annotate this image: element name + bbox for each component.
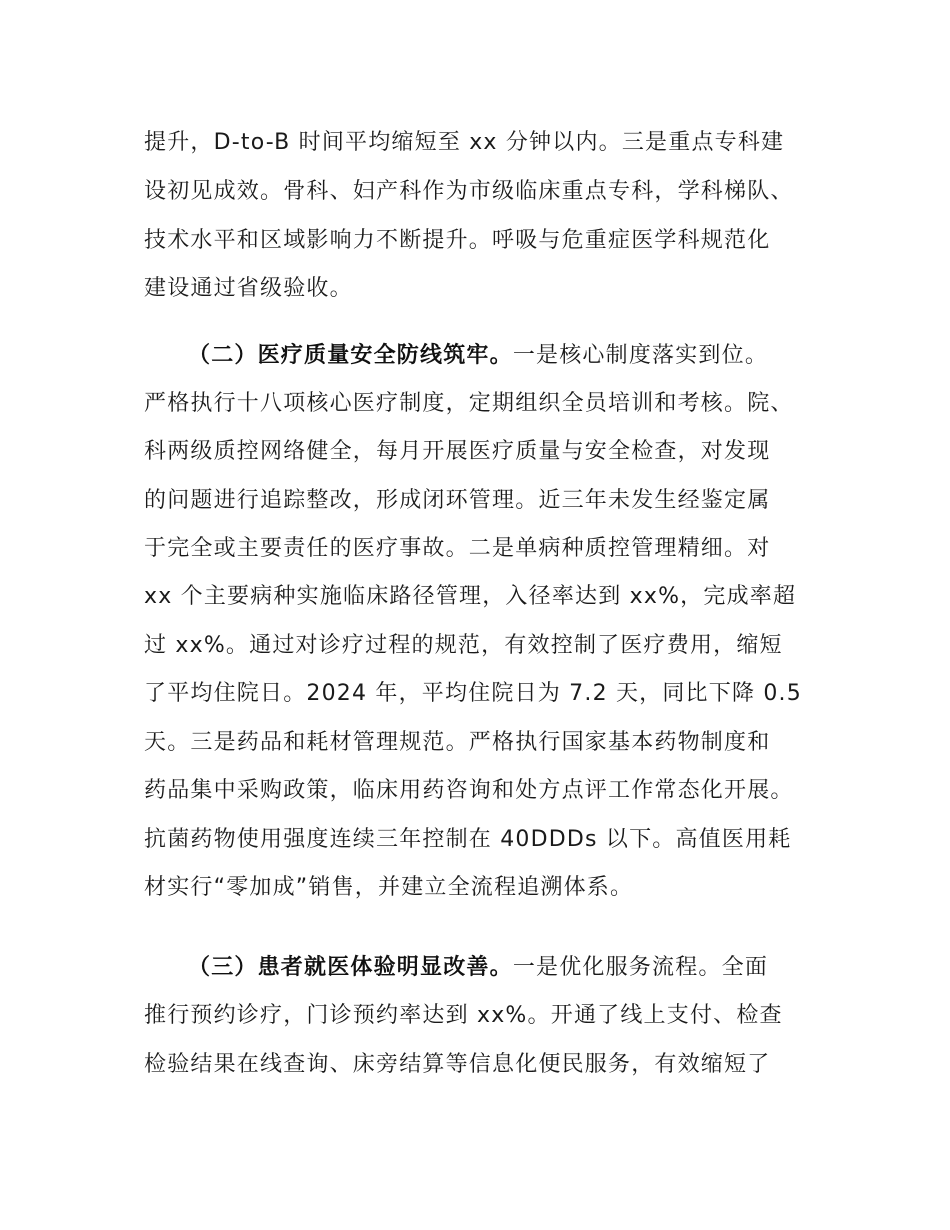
paragraph-2-line-4: 的问题进行追踪整改，形成闭环管理。近三年未发生经鉴定属 — [144, 488, 771, 513]
paragraph-3-first-line — [188, 953, 768, 983]
paragraph-2-line-10: 药品集中采购政策，临床用药咨询和处方点评工作常态化开展。 — [144, 778, 794, 803]
paragraph-3-line-3: 检验结果在线查询、床旁结算等信息化便民服务，有效缩短了 — [144, 1052, 771, 1077]
paragraph-3-line-2: 推行预约诊疗，门诊预约率达到 xx%。开通了线上支付、检查 — [144, 1003, 783, 1028]
paragraph-1-line-4: 建设通过省级验收。 — [144, 276, 353, 301]
paragraph-3-first-line-text: 一是优化服务流程。全面 — [512, 955, 769, 980]
paragraph-2-line-2: 严格执行十八项核心医疗制度，定期组织全员培训和考核。院、 — [144, 391, 794, 416]
paragraph-2-first-line-text: 一是核心制度落实到位。 — [512, 343, 769, 368]
paragraph-2-line-5: 于完全或主要责任的医疗事故。二是单病种质控管理精细。对 — [144, 536, 771, 561]
paragraph-2-line-7: 过 xx%。通过对诊疗过程的规范，有效控制了医疗费用，缩短 — [144, 633, 783, 658]
paragraph-2-line-6: xx 个主要病种实施临床路径管理，入径率达到 xx%，完成率超 — [144, 584, 797, 609]
paragraph-2-line-8: 了平均住院日。2024 年，平均住院日为 7.2 天，同比下降 0.5 — [144, 681, 802, 706]
paragraph-2-line-3: 科两级质控网络健全，每月开展医疗质量与安全检查，对发现 — [144, 439, 771, 464]
paragraph-2-line-9: 天。三是药品和耗材管理规范。严格执行国家基本药物制度和 — [144, 730, 771, 755]
section-heading-2: （二）医疗质量安全防线筑牢。 — [188, 343, 513, 368]
paragraph-2-line-12: 材实行“零加成”销售，并建立全流程追溯体系。 — [144, 875, 634, 900]
paragraph-2-first-line — [188, 341, 768, 371]
section-heading-3: （三）患者就医体验明显改善。 — [188, 955, 513, 980]
paragraph-2-line-11: 抗菌药物使用强度连续三年控制在 40DDDs 以下。高值医用耗 — [144, 827, 792, 852]
paragraph-1-line-3: 技术水平和区域影响力不断提升。呼吸与危重症医学科规范化 — [144, 228, 771, 253]
paragraph-1-line-2: 设初见成效。骨科、妇产科作为市级临床重点专科，学科梯队、 — [144, 179, 794, 204]
paragraph-1-line-1: 提升，D-to-B 时间平均缩短至 xx 分钟以内。三是重点专科建 — [144, 130, 785, 155]
